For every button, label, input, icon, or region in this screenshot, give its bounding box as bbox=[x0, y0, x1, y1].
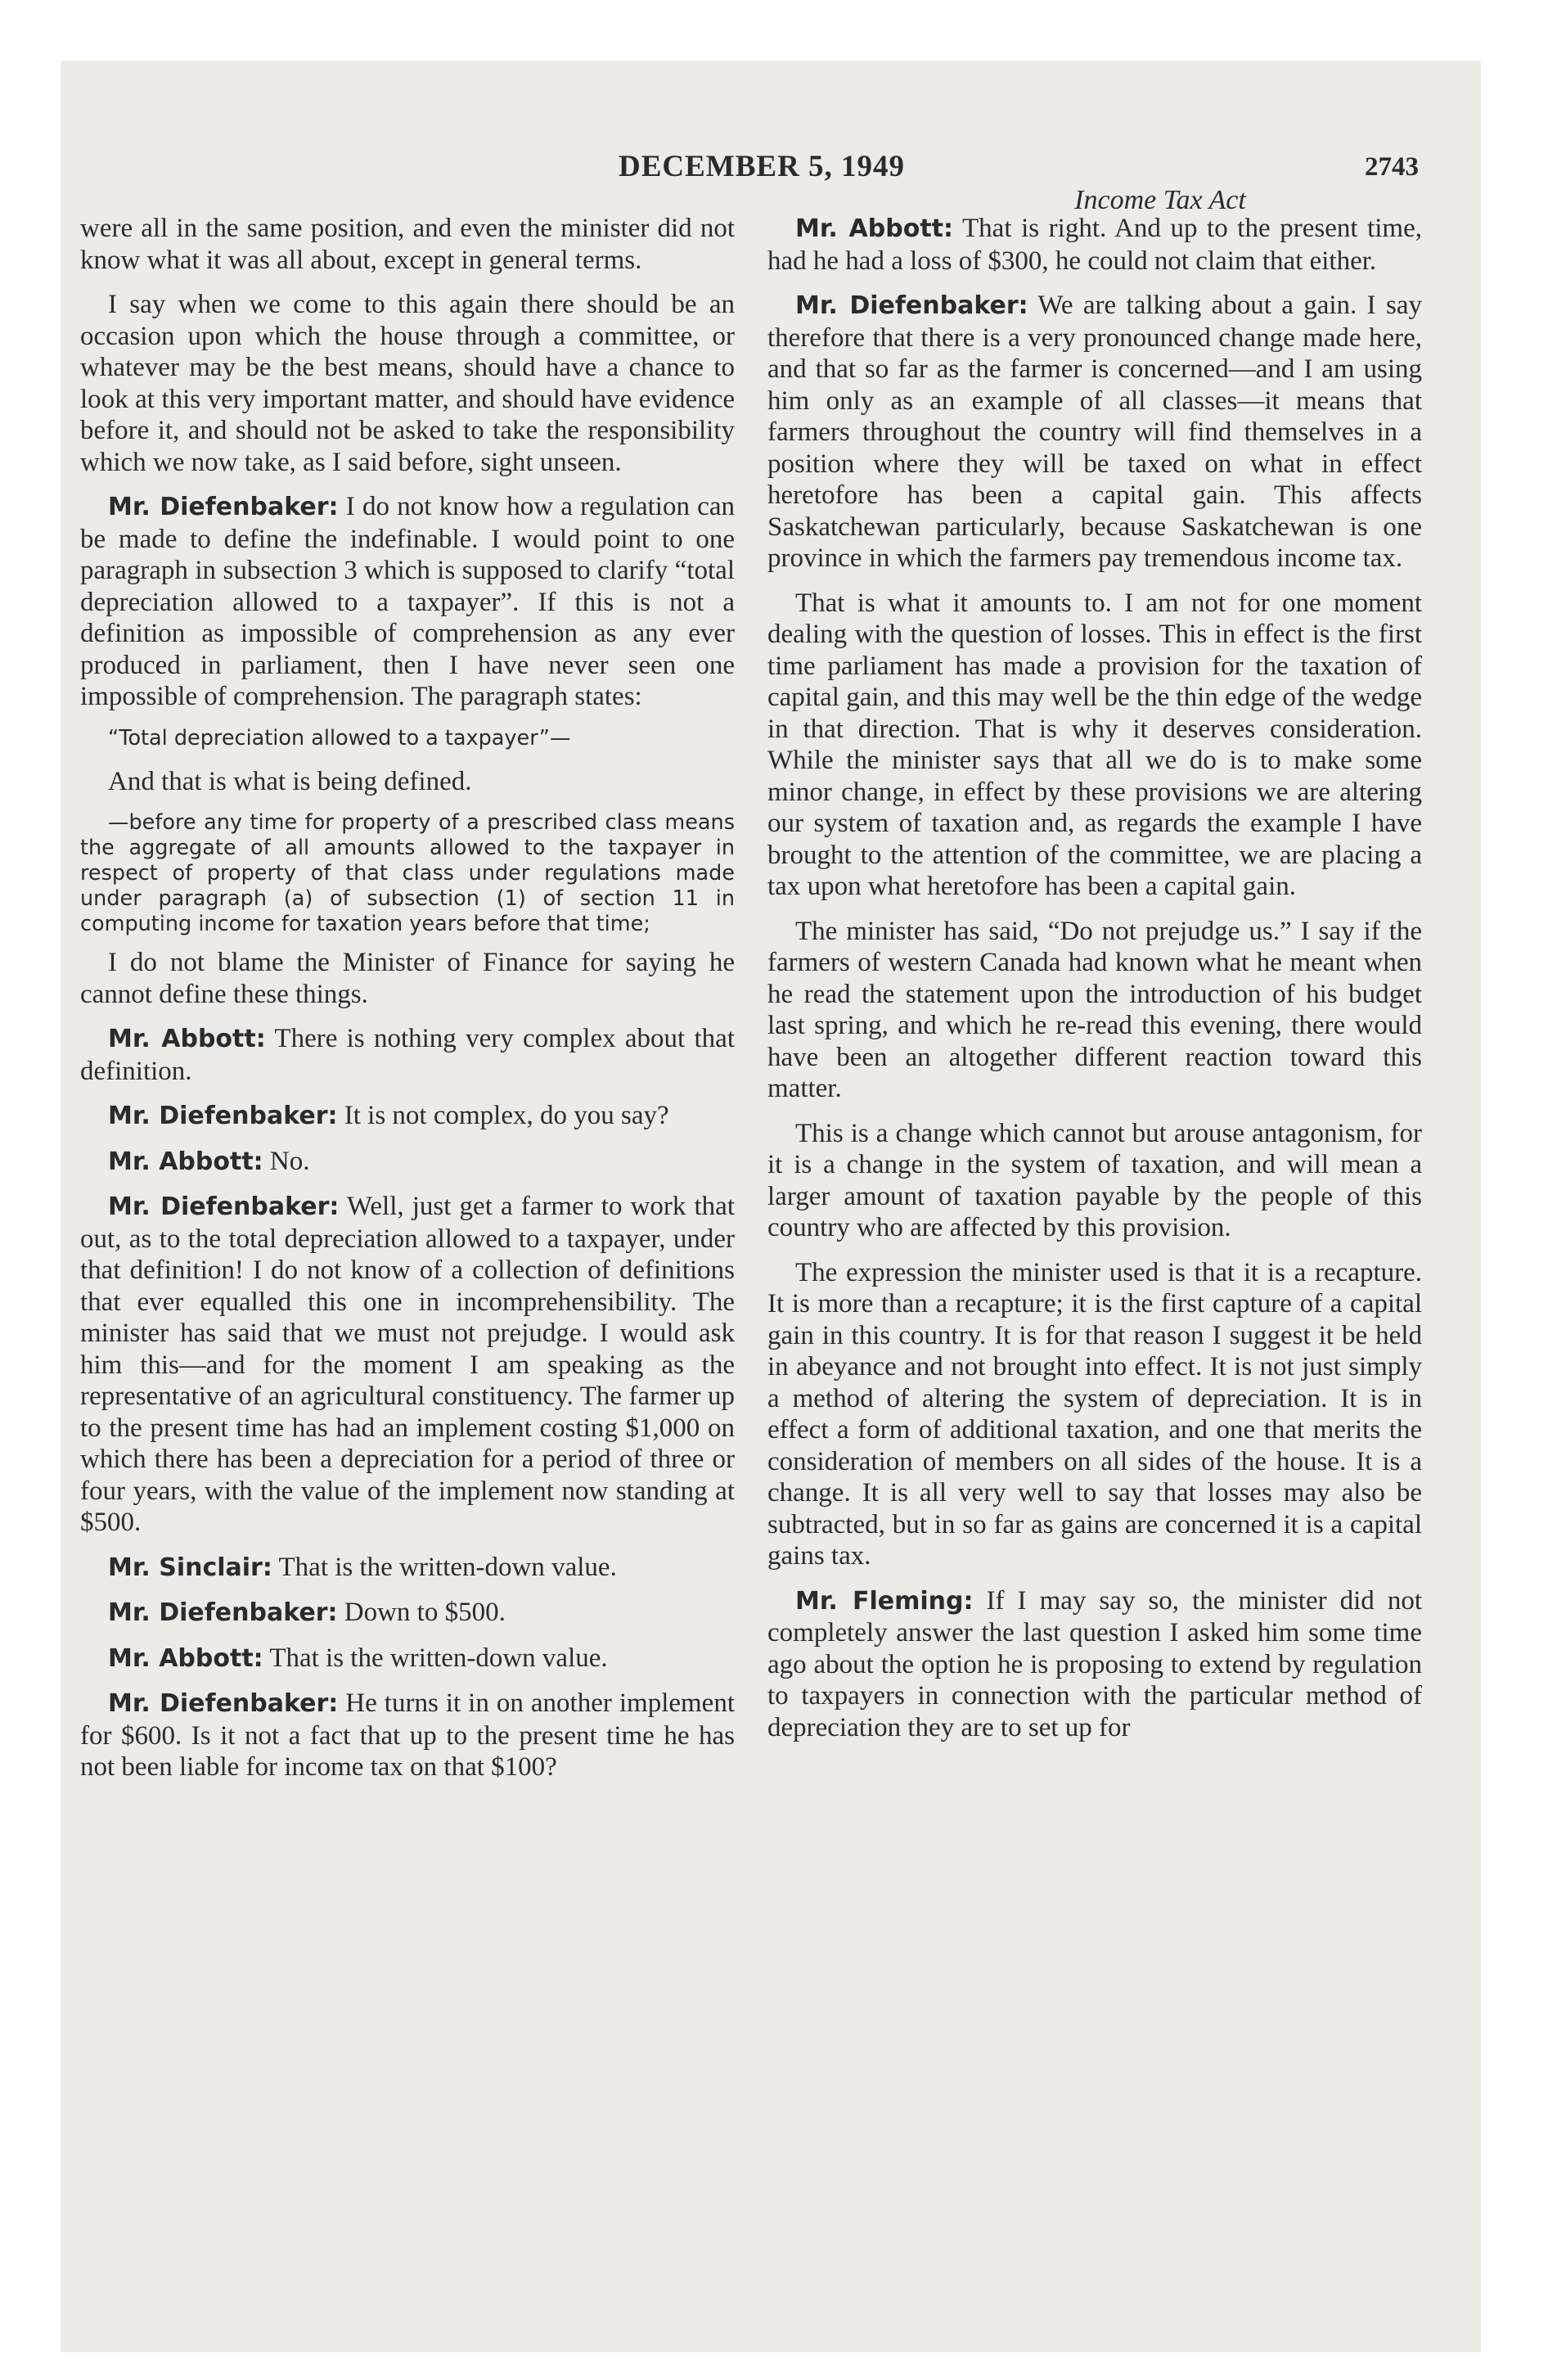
speech-paragraph bbox=[80, 1643, 735, 1675]
speech-text: There is nothing very complex about that definition. bbox=[80, 1024, 736, 1086]
speech-paragraph bbox=[80, 1191, 735, 1539]
speech-text: It is not complex, do you say? bbox=[337, 1101, 669, 1130]
speech-text: I do not know how a regulation can be made to define the indefinable. I would point to one paragraph in subsection 3 which is supposed to clarify “total depreciation allowed to a taxpayer”. If this is not a definition as impossible of comprehension as any ever produced in parliament, then I have never seen one impossible of comprehension. The paragraph states: bbox=[80, 492, 735, 711]
speech-paragraph bbox=[767, 213, 1422, 277]
speech-text: That is the written-down value. bbox=[272, 1552, 617, 1582]
speech-paragraph bbox=[767, 1585, 1422, 1744]
speech-paragraph bbox=[80, 1688, 735, 1783]
speech-text: That is the written-down value. bbox=[263, 1643, 608, 1673]
speech-text: Down to $500. bbox=[337, 1598, 506, 1627]
speaker-name: Mr. Diefenbaker: bbox=[795, 291, 1028, 320]
document-page bbox=[61, 61, 1481, 2352]
speaker-name: Mr. Abbott: bbox=[795, 214, 954, 243]
speaker-name: Mr. Diefenbaker: bbox=[108, 1192, 340, 1221]
speech-text: That is right. And up to the present time, had he had a loss of $300, he could not claim that either. bbox=[767, 214, 1423, 276]
speech-text: If I may say so, the minister did not completely answer the last question I asked him some time ago about the option he is proposing to extend by regulation to taxpayers in connection with the particular method of depreciation they are to set up for bbox=[767, 1585, 1422, 1742]
page-header bbox=[61, 149, 1481, 188]
quotation: “Total depreciation allowed to a taxpayer”— bbox=[108, 725, 571, 751]
paragraph: The expression the minister used is that it is a recapture. It is more than a recapture; it is the first capture of a capital gain in this country. It is for that reason I suggest it be held in abeyance and not brought into effect. It is not just simply a method of altering the system of depreciation. It is in effect a form of additional taxation, and one that merits the consideration of members on all sides of the house. It is a change. It is all very well to say that losses may also be subtracted, but in so far as gains are concerned it is a capital gains tax. bbox=[767, 1257, 1422, 1571]
speaker-name: Mr. Diefenbaker: bbox=[108, 1102, 338, 1130]
speech-paragraph bbox=[767, 290, 1422, 575]
speech-text: No. bbox=[263, 1146, 310, 1176]
header-date: DECEMBER 5, 1949 bbox=[619, 150, 906, 183]
speaker-name: Mr. Diefenbaker: bbox=[108, 493, 339, 521]
speaker-name: Mr. Abbott: bbox=[108, 1147, 263, 1176]
paragraph: I do not blame the Minister of Finance for saying he cannot define these things. bbox=[80, 948, 735, 1009]
speaker-name: Mr. Sinclair: bbox=[108, 1553, 272, 1582]
left-column bbox=[80, 213, 735, 1796]
page-number: 2743 bbox=[1365, 152, 1419, 182]
speech-text: Well, just get a farmer to work that out, as to the total depreciation allowed to a taxpayer, under that definition! I do not know of a collection of definitions that ever equalled this one in incomprehensibility. The minister has said that we must not prejudge. I would ask him this—and for the moment I am speaking as the representative of an agricultural constituency. The farmer up to the present time has had an implement costing $1,000 on which there has been a depreciation for a period of three or four years, with the value of the implement now standing at $500. bbox=[80, 1192, 735, 1537]
paragraph: The minister has said, “Do not prejudge us.” I say if the farmers of western Canada had known what he meant when he read the statement upon the introduction of his budget last spring, and which he re-read this evening, there would have been an altogether different reaction toward this matter. bbox=[767, 916, 1422, 1103]
paragraph: were all in the same position, and even the minister did not know what it was all about, except in general terms. bbox=[80, 214, 735, 275]
speech-text: We are talking about a gain. I say therefore that there is a very pronounced change made here, and that so far as the farmer is concerned—and I am using him only as an example of all classes—it means that farmers throughout the country will find themselves in a position where they will be taxed on what in effect heretofore has been a capital gain. This affects Saskatchewan particularly, because Saskatchewan is one province in which the farmers pay tremendous income tax. bbox=[767, 291, 1422, 573]
speech-paragraph bbox=[80, 1597, 735, 1629]
speaker-name: Mr. Diefenbaker: bbox=[108, 1598, 338, 1627]
speaker-name: Mr. Fleming: bbox=[795, 1586, 974, 1616]
speech-text: He turns it in on another implement for $600. Is it not a fact that up to the present time he has not been liable for income tax on that $100? bbox=[80, 1688, 735, 1782]
speaker-name: Mr. Diefenbaker: bbox=[108, 1689, 339, 1718]
paragraph: That is what it amounts to. I am not for one moment dealing with the question of losses. This in effect is the first time parliament has made a provision for the taxation of capital gain, and this may well be the thin edge of the wedge in that direction. That is why it deserves consideration. While the minister says that all we do is to make some minor change, in effect by these provisions we are altering our system of taxation and, as regards the example I have brought to the attention of the committee, we are placing a tax upon what heretofore has been a capital gain. bbox=[767, 588, 1422, 901]
paragraph: And that is what is being defined. bbox=[108, 766, 472, 796]
speaker-name: Mr. Abbott: bbox=[108, 1643, 263, 1673]
right-column bbox=[767, 213, 1422, 1756]
speech-paragraph bbox=[80, 1552, 735, 1584]
quotation-block: —before any time for property of a prescribed class means the aggregate of all amounts allowed to the taxpayer in respect of property of that class under regulations made under paragraph (a) of subsection (1) of section 11 in computing income for taxation years before that time; bbox=[80, 810, 735, 936]
paragraph: This is a change which cannot but arouse antagonism, for it is a change in the system of taxation, and will mean a larger amount of taxation payable by the people of this country who are affected by this provision. bbox=[767, 1118, 1422, 1242]
speaker-name: Mr. Abbott: bbox=[108, 1025, 266, 1053]
speech-paragraph bbox=[80, 1100, 735, 1133]
speech-paragraph bbox=[80, 1146, 735, 1179]
speech-paragraph bbox=[80, 491, 735, 713]
running-title: Income Tax Act bbox=[1074, 185, 1246, 215]
speech-paragraph bbox=[80, 1023, 735, 1087]
paragraph: I say when we come to this again there should be an occasion upon which the house through a committee, or whatever may be the best means, should have a chance to look at this very important matter, and should have evidence before it, and should not be asked to take the responsibility which we now take, as I said before, sight unseen. bbox=[80, 290, 735, 477]
